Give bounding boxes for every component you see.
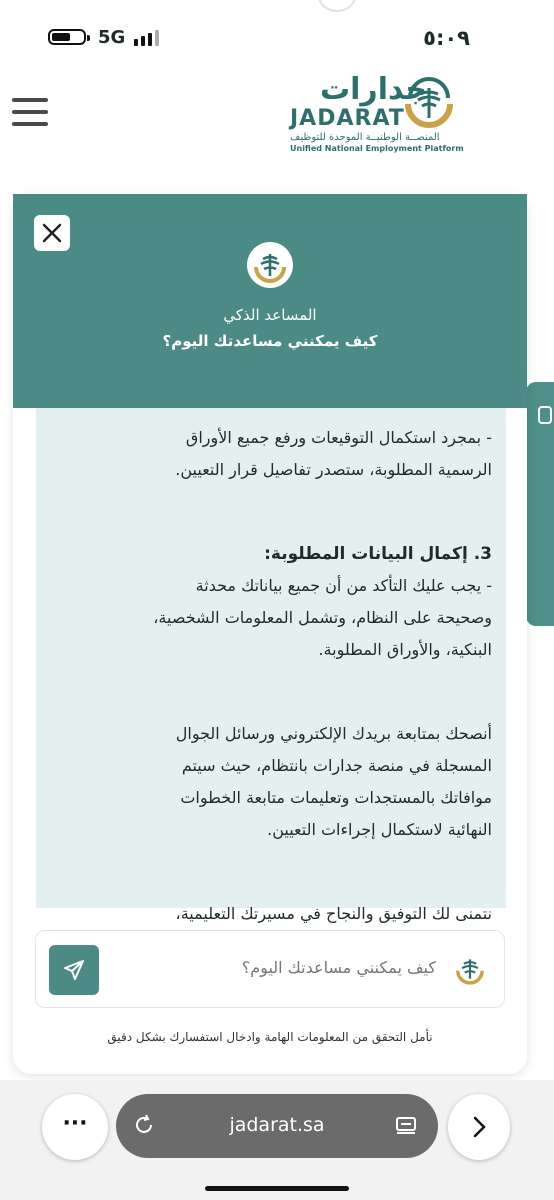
message-line: المسجلة في منصة جدارات بانتظام، حيث سيتم <box>181 756 492 775</box>
palm-logo-icon <box>450 949 490 989</box>
chat-panel <box>13 194 527 1074</box>
chat-header <box>13 194 527 408</box>
logo-arabic-text: جدارات <box>320 72 427 107</box>
send-icon <box>62 958 86 982</box>
palm-logo-icon <box>247 242 293 288</box>
chat-input[interactable] <box>134 957 438 978</box>
message-line: نتمنى لك التوفيق والنجاح في مسيرتك التعليمية، <box>175 904 492 923</box>
close-button[interactable] <box>34 215 70 251</box>
logo-subtitle-english: Unified National Employment Platform <box>290 144 464 153</box>
disclaimer-text: نأمل التحقق من المعلومات الهامة وادخال استفسارك بشكل دقيق <box>107 1030 433 1044</box>
logo-english-text: JADARAT <box>290 106 405 131</box>
message-line: - يجب عليك التأكد من أن جميع بياناتك محدثة <box>195 576 492 595</box>
more-button[interactable]: ··· <box>42 1094 108 1160</box>
signal-icon <box>134 30 164 46</box>
message-line: البنكية، والأوراق المطلوبة. <box>318 640 492 659</box>
clock: ٥:٠٩ <box>423 26 470 50</box>
browser-toolbar <box>0 1080 554 1200</box>
home-indicator <box>205 1186 349 1191</box>
forward-button[interactable] <box>448 1094 510 1160</box>
message-area[interactable] <box>36 408 506 923</box>
close-icon <box>42 223 62 243</box>
message-line: وصحيحة على النظام، وتشمل المعلومات الشخصية، <box>153 608 492 627</box>
message-line: موافاتك بالمستجدات وتعليمات متابعة الخطوات <box>180 788 492 807</box>
assistant-greeting: كيف يمكنني مساعدتك اليوم؟ <box>162 332 378 350</box>
message-line: أنصحك بمتابعة بريدك الإلكتروني ورسائل الجوال <box>175 724 492 743</box>
message-line: الرسمية المطلوبة، ستصدر تفاصيل قرار التعيين. <box>175 460 492 479</box>
assistant-avatar <box>247 242 293 288</box>
site-header <box>0 70 554 180</box>
assistant-name: المساعد الذكي <box>223 306 317 324</box>
chevron-right-icon <box>470 1116 488 1138</box>
send-button[interactable] <box>49 945 99 995</box>
notch-indicator <box>318 0 356 12</box>
chat-input-box <box>35 930 505 1008</box>
address-bar[interactable] <box>116 1094 438 1158</box>
message-heading: 3. إكمال البيانات المطلوبة: <box>264 544 492 564</box>
battery-icon <box>48 29 86 45</box>
network-label: 5G <box>98 27 126 48</box>
side-feedback-tab[interactable] <box>526 382 554 626</box>
message-line: النهائية لاستكمال إجراءات التعيين. <box>267 820 492 839</box>
url-text: jadarat.sa <box>229 1114 325 1136</box>
menu-icon[interactable] <box>12 98 48 126</box>
status-bar <box>0 0 554 70</box>
message-line: - بمجرد استكمال التوقيعات ورفع جميع الأوراق <box>185 428 492 447</box>
logo-subtitle-arabic: المنصــة الوطنيــة الموحدة للتوظيف <box>290 132 440 143</box>
reader-icon[interactable] <box>394 1114 418 1138</box>
assistant-message <box>36 422 506 930</box>
chat-icon <box>538 406 552 424</box>
